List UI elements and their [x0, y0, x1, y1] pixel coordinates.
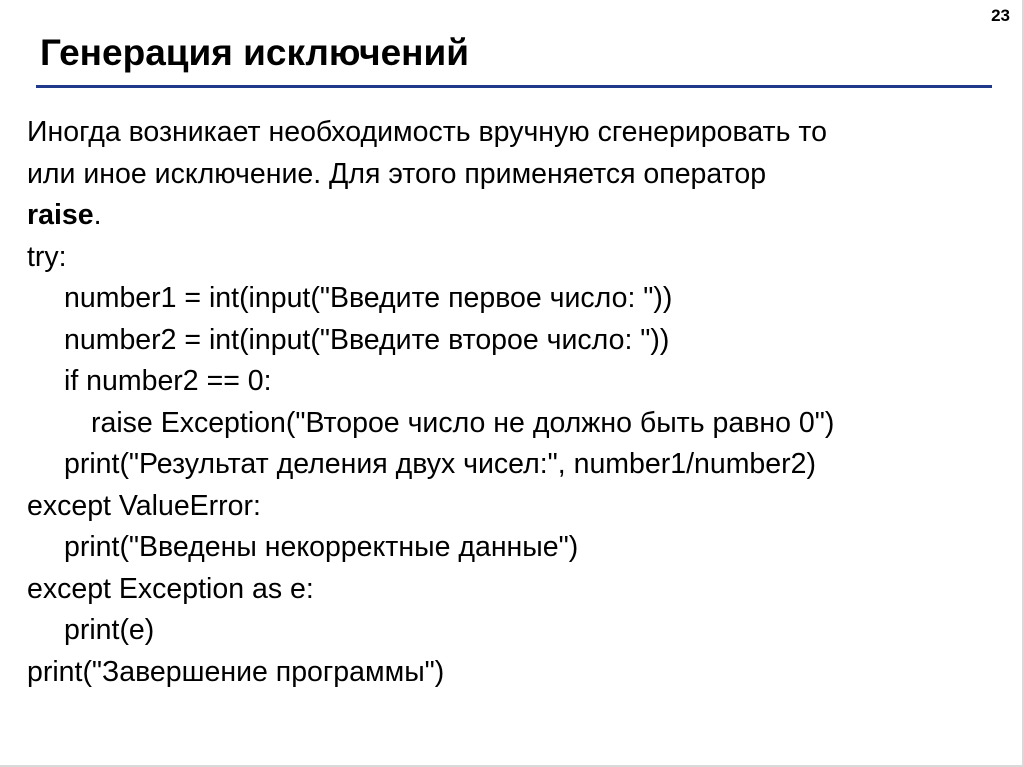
slide-title: Генерация исключений [40, 32, 470, 73]
intro-period: . [93, 199, 102, 231]
code-line: print(e) [64, 614, 155, 646]
code-line: number1 = int(input("Введите первое число: ")) [64, 282, 673, 314]
code-line: print("Результат деления двух чисел:", number1/number2) [64, 448, 816, 480]
intro-line-2: или иное исключение. Для этого применяется оператор [27, 157, 767, 190]
code-line: except ValueError: [27, 489, 261, 522]
code-line: print("Завершение программы") [27, 655, 445, 688]
code-line: raise Exception("Второе число не должно быть равно 0") [91, 406, 835, 439]
slide-body [27, 112, 1007, 693]
code-line: print("Введены некорректные данные") [64, 531, 579, 563]
code-line: except Exception as e: [27, 572, 314, 605]
code-line: if number2 == 0: [64, 365, 272, 397]
page-number: 23 [991, 6, 1010, 25]
code-line: try: [27, 240, 67, 273]
title-underline [36, 85, 992, 88]
raise-keyword: raise [27, 199, 94, 231]
code-line: number2 = int(input("Введите второе число: ")) [64, 323, 670, 356]
intro-line-1: Иногда возникает необходимость вручную сгенерировать то [27, 116, 827, 148]
intro-line-3 [27, 195, 1007, 237]
